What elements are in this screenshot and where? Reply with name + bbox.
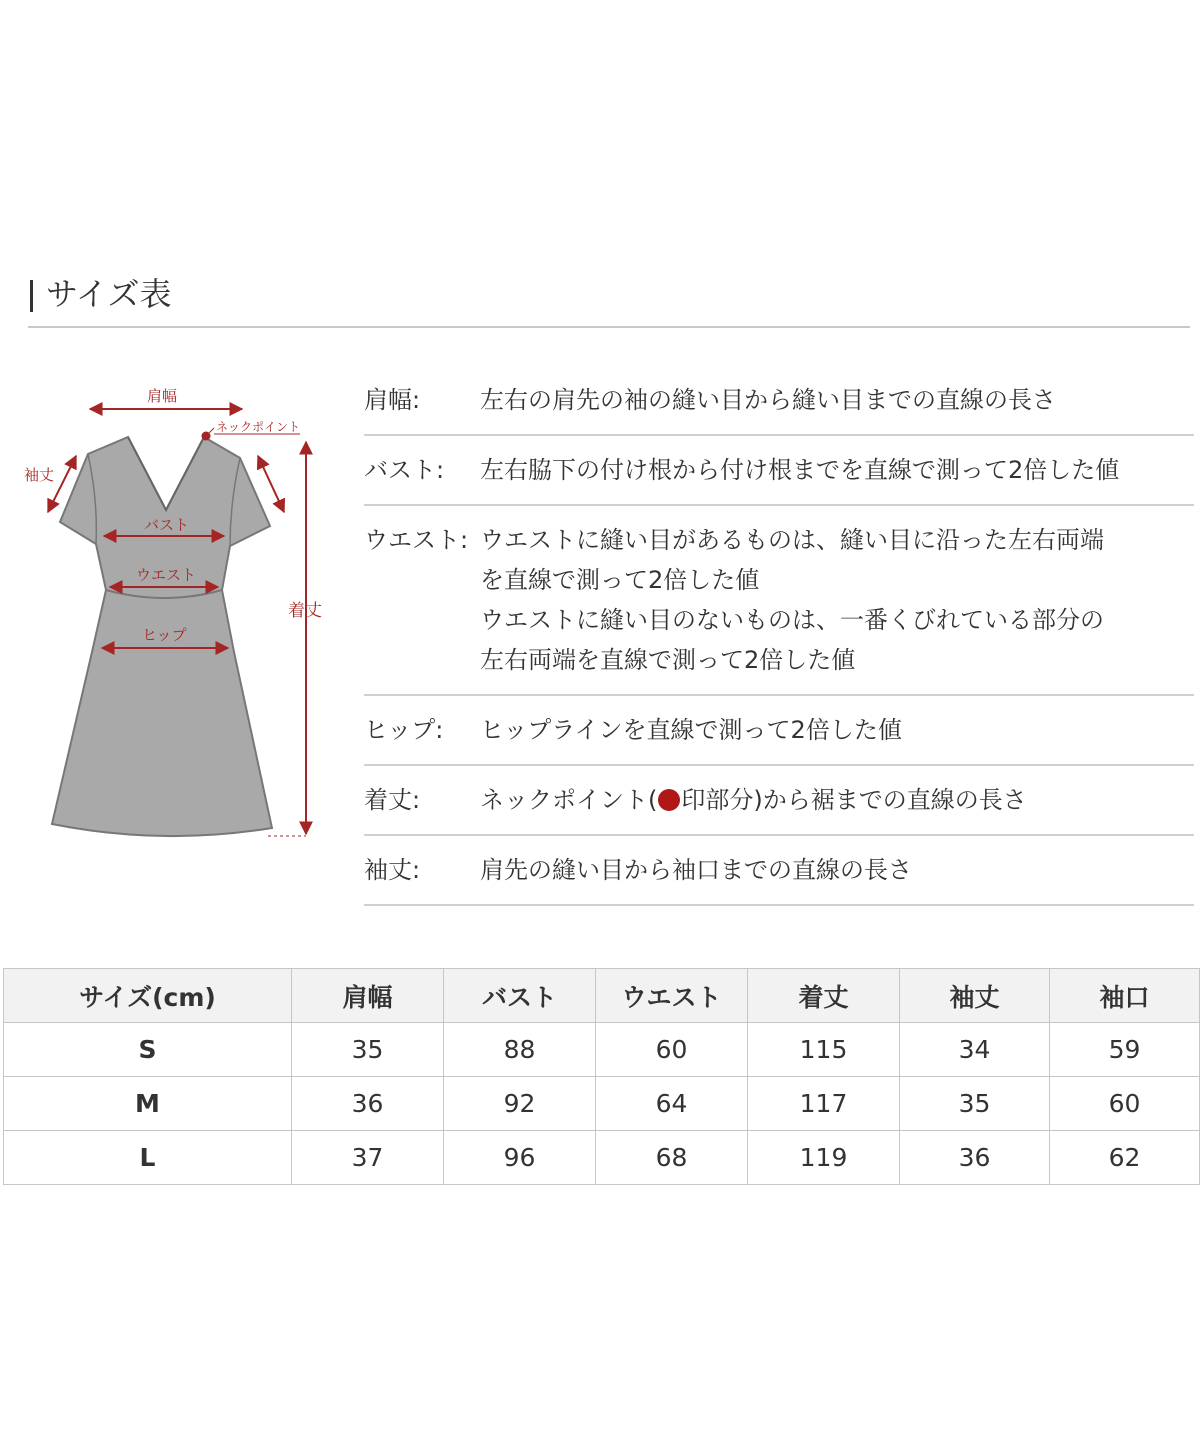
definition-term: 袖丈: xyxy=(364,856,421,884)
definition-row-hip xyxy=(364,696,1194,766)
sleeve-label: 袖丈 xyxy=(24,466,55,484)
definition-line: を直線で測って2倍した値 xyxy=(480,566,760,594)
header-cuff: 袖口 xyxy=(1050,969,1200,1023)
table-cell: 64 xyxy=(596,1077,748,1131)
neck-point-label: ネックポイント xyxy=(216,420,301,434)
table-cell: L xyxy=(4,1131,292,1185)
table-cell: 62 xyxy=(1050,1131,1200,1185)
measurement-definitions xyxy=(364,366,1194,906)
table-cell: 59 xyxy=(1050,1023,1200,1077)
table-cell: 36 xyxy=(900,1131,1050,1185)
table-cell: 60 xyxy=(1050,1077,1200,1131)
definition-text-before: ネックポイント( xyxy=(480,786,658,814)
header-length: 着丈 xyxy=(748,969,900,1023)
dress-measurement-diagram xyxy=(0,370,340,850)
definition-row-shoulder xyxy=(364,366,1194,436)
table-cell: 37 xyxy=(292,1131,444,1185)
section-header xyxy=(28,270,1190,328)
definition-line: 左右の肩先の袖の縫い目から縫い目までの直線の長さ xyxy=(480,386,1056,414)
table-row xyxy=(4,1131,1200,1185)
bust-label: バスト xyxy=(144,516,190,534)
table-cell: 92 xyxy=(444,1077,596,1131)
definition-term: 着丈: xyxy=(364,786,421,814)
definition-line: ヒップラインを直線で測って2倍した値 xyxy=(480,716,902,744)
table-cell: 117 xyxy=(748,1077,900,1131)
size-table xyxy=(3,968,1200,1185)
header-accent-bar xyxy=(30,280,33,312)
table-cell: M xyxy=(4,1077,292,1131)
definition-description xyxy=(480,520,1194,680)
table-cell: 36 xyxy=(292,1077,444,1131)
sleeve-arrow-right xyxy=(258,456,284,512)
definition-line: 肩先の縫い目から袖口までの直線の長さ xyxy=(480,856,912,884)
definition-row-length xyxy=(364,766,1194,836)
definition-description xyxy=(480,850,1194,890)
length-label: 着丈 xyxy=(288,601,322,621)
table-cell: 96 xyxy=(444,1131,596,1185)
hip-label: ヒップ xyxy=(142,626,187,644)
definition-term: 肩幅: xyxy=(364,386,421,414)
definition-row-sleeve xyxy=(364,836,1194,906)
table-row xyxy=(4,1023,1200,1077)
definition-line xyxy=(480,780,1194,820)
definition-row-waist xyxy=(364,506,1194,696)
table-cell: 88 xyxy=(444,1023,596,1077)
table-cell: S xyxy=(4,1023,292,1077)
header-divider xyxy=(28,326,1190,328)
table-cell: 35 xyxy=(900,1077,1050,1131)
table-cell: 34 xyxy=(900,1023,1050,1077)
table-cell: 119 xyxy=(748,1131,900,1185)
table-header-row xyxy=(4,969,1200,1023)
definition-line: ウエストに縫い目のないものは、一番くびれている部分の xyxy=(480,606,1104,634)
table-cell: 60 xyxy=(596,1023,748,1077)
definition-term: ウエスト: xyxy=(364,526,469,554)
table-cell: 68 xyxy=(596,1131,748,1185)
shoulder-label: 肩幅 xyxy=(147,387,178,405)
header-size: サイズ(cm) xyxy=(4,969,292,1023)
header-waist: ウエスト xyxy=(596,969,748,1023)
definition-line: 左右脇下の付け根から付け根までを直線で測って2倍した値 xyxy=(480,456,1120,484)
table-row xyxy=(4,1077,1200,1131)
definition-row-bust xyxy=(364,436,1194,506)
definition-term: バスト: xyxy=(364,456,445,484)
definition-line: ウエストに縫い目があるものは、縫い目に沿った左右両端 xyxy=(480,526,1104,554)
table-cell: 35 xyxy=(292,1023,444,1077)
section-title: サイズ表 xyxy=(46,275,172,313)
header-shoulder: 肩幅 xyxy=(292,969,444,1023)
dress-illustration xyxy=(0,370,340,850)
definition-description xyxy=(480,780,1194,820)
definition-description xyxy=(480,450,1194,490)
definition-line: 左右両端を直線で測って2倍した値 xyxy=(480,646,856,674)
red-dot-icon xyxy=(658,789,680,811)
table-cell: 115 xyxy=(748,1023,900,1077)
definition-text-after: 印部分)から裾までの直線の長さ xyxy=(681,786,1027,814)
definition-description xyxy=(480,710,1194,750)
definition-term: ヒップ: xyxy=(364,716,444,744)
header-bust: バスト xyxy=(444,969,596,1023)
waist-label: ウエスト xyxy=(136,566,197,584)
definition-description xyxy=(480,380,1194,420)
header-sleeve: 袖丈 xyxy=(900,969,1050,1023)
